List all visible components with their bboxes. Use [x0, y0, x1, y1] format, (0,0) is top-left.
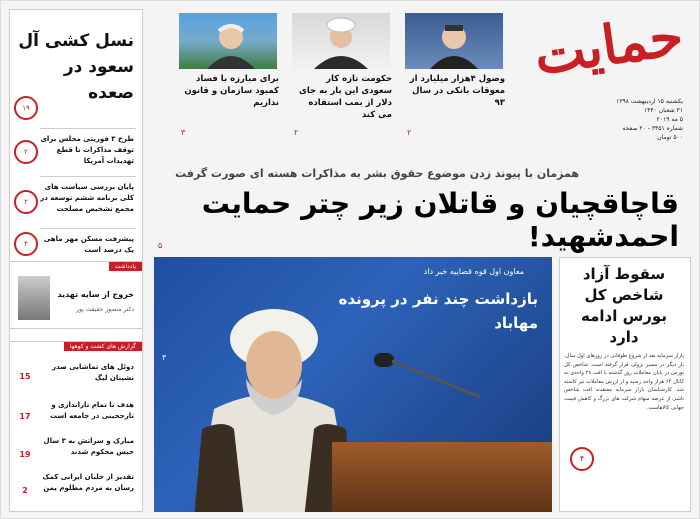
note-author: دکتر منصور حقیقت پور [76, 306, 134, 313]
story-photo [405, 13, 503, 69]
photo-story-headline: بازداشت چند نفر در پرونده مهاباد [338, 290, 538, 332]
divider [40, 176, 136, 177]
page-badge: ۴ [570, 447, 594, 471]
report-item-3[interactable]: مبارک و سراتش به ۳ سال حبس محکوم شدند [43, 437, 134, 456]
photo-story[interactable] [154, 257, 552, 512]
main-subhead: همزمان با پیوند زدن موضوع حقوق بشر به مذاکرات هسته ای صورت گرفت [175, 167, 579, 180]
right-story[interactable] [559, 257, 691, 512]
left-item-1[interactable]: طرح ۳ فوریتی مجلس برای توقف مذاکرات تا قطع تهدیدات آمریکا [40, 135, 134, 165]
right-story-body: بازار سرمایه بعد از شروع طوفانی در روزهای اول سال، بار دیگر در مسیر نزولی قرار گرفته است. شاخص کل بورس در پایان معاملات روز گذشته با افت ۲۸ واحدی به کانال ۶۴ هزار واحد رسید و از ارزش معاملات نیز کاسته شد. کارشناسان بازار سرمایه معتقدند افت شاخص ناشی از عرضه سهام شرکت های بزرگ و کاهش قیمت جهانی کالاهاست. [564, 353, 684, 411]
page-number: ۲ [407, 128, 412, 137]
note-title[interactable]: خروج از سایه تهدید [57, 290, 134, 299]
microphone-icon [370, 343, 490, 403]
photo-story-kicker: معاون اول قوه قضاییه خبر داد [423, 267, 524, 276]
issue-info [603, 97, 683, 142]
author-portrait [18, 276, 50, 320]
story-headline: وصول ۴هزار میلیارد از معوقات بانکی در سال ۹۳ [409, 74, 505, 108]
logo[interactable] [507, 2, 691, 89]
story-photo [292, 13, 390, 69]
podium [332, 442, 552, 512]
page-number: 17 [14, 410, 36, 424]
issue-gregorian-date: ۵ مه ۲۰۱۹ [656, 116, 683, 123]
story-headline: حکومت تازه کار سعودی این بار به جای دلار از بمب استفاده می کند [299, 74, 392, 120]
page-badge: ۲ [14, 140, 38, 164]
report-box [9, 341, 143, 512]
page-number: 2 [14, 484, 36, 498]
story-headline: برای مبارزه با فساد کمبود سازمان و قانون نداریم [184, 74, 279, 108]
report-item-2[interactable]: هدف نا تمام تاراندازی و تارجحینی در جامعه است [49, 401, 134, 420]
logo-text: حمایت [530, 2, 687, 88]
issue-hijri-date: ۳۱ شعبان ۱۴۴۰ [643, 107, 683, 114]
page-number: ۳ [162, 353, 167, 362]
issue-number: شماره ۳۴۵۱ - ۲۰ صفحه [622, 125, 683, 132]
portrait-illustration [405, 13, 503, 69]
top-story-1[interactable] [403, 11, 507, 151]
issue-price: ۵۰۰ تومان [657, 134, 683, 141]
divider [40, 128, 136, 129]
report-label: گزارش های کشت و کوهها [64, 342, 142, 351]
page-number: ۵ [158, 241, 163, 250]
cleric-illustration [194, 279, 354, 512]
page-number: 19 [14, 448, 36, 462]
portrait-illustration [179, 13, 277, 69]
note-box [9, 261, 143, 329]
page-number: 15 [14, 370, 36, 384]
right-story-headline: سقوط آزاد شاخص کل بورس ادامه دارد [581, 265, 667, 346]
top-story-2[interactable] [290, 11, 394, 151]
main-headline[interactable]: قاچاقچیان و قاتلان زیر چتر حمایت احمدشهید! [201, 187, 679, 253]
left-item-2[interactable]: پایان بررسی سیاست های کلی برنامه ششم توسعه در مجمع تشخیص مصلحت [40, 183, 134, 213]
page-number: ۲ [294, 128, 299, 137]
portrait-illustration [292, 13, 390, 69]
page-badge: ۱۹ [14, 96, 38, 120]
story-photo [179, 13, 277, 69]
note-label: یادداشت [109, 262, 142, 271]
masthead [507, 2, 691, 159]
report-item-4[interactable]: تقدیر از خلبان ایرانی کمک رسان به مردم مظلوم یمن [42, 473, 134, 492]
page-badge: ۲ [14, 190, 38, 214]
left-item-3[interactable]: پیشرفت مسکن مهر ماهی یک درصد است [43, 235, 134, 254]
report-item-1[interactable]: دوئل های تماشایی صدر نشینان لیگ [51, 363, 134, 382]
top-story-3[interactable] [177, 11, 281, 151]
page-number: ۳ [181, 128, 186, 137]
page-badge: ۴ [14, 232, 38, 256]
left-column-headline[interactable]: نسل کشی آل سعود در صعده [18, 31, 134, 103]
issue-date: یکشنبه ۱۵ اردیبهشت ۱۳۹۸ [616, 98, 683, 105]
divider [40, 228, 136, 229]
